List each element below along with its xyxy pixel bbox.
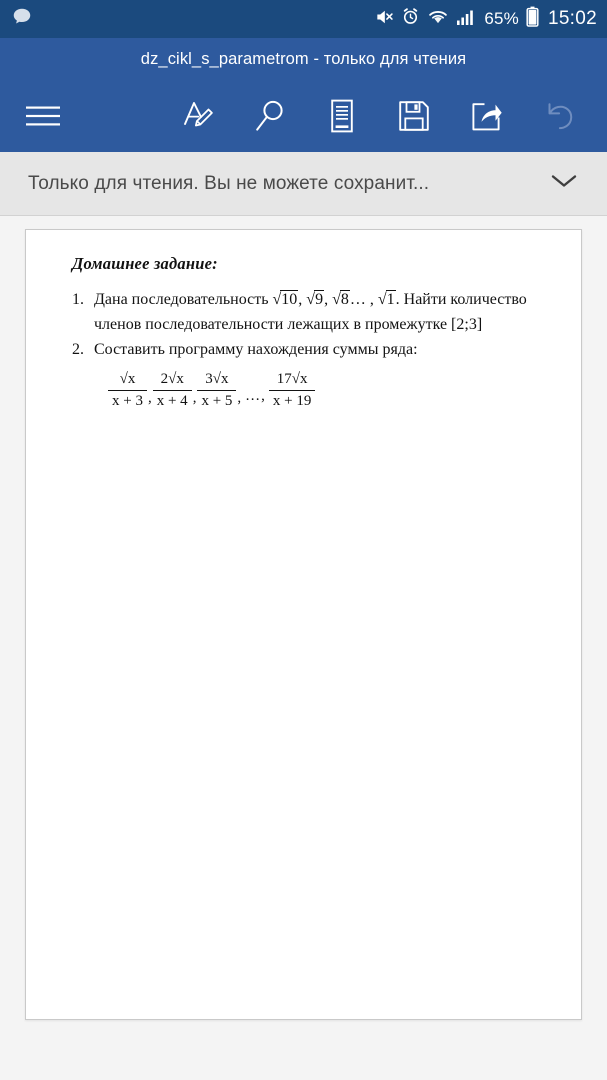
- task-1-line2: членов последовательности лежащих в промежутке [2;3]: [94, 315, 483, 333]
- sep-2: ,: [324, 291, 333, 308]
- outline-icon[interactable]: [319, 93, 365, 139]
- battery-icon: [526, 6, 539, 32]
- fraction-3-denominator: x + 5: [201, 392, 233, 409]
- alarm-icon: [401, 7, 420, 31]
- chevron-down-icon[interactable]: [549, 172, 579, 195]
- task-2-number: 2.: [72, 340, 84, 358]
- fraction-2-numerator: 2√x: [160, 371, 184, 388]
- radical-10: √10: [272, 291, 298, 308]
- toolbar-actions: [175, 93, 581, 139]
- fraction-last-numerator: 17√x: [276, 371, 308, 388]
- save-icon[interactable]: [391, 93, 437, 139]
- document-content: [26, 230, 581, 410]
- readonly-notice-bar[interactable]: [0, 152, 607, 216]
- fraction-term-1: [108, 371, 147, 410]
- search-icon[interactable]: [247, 93, 293, 139]
- fraction-last-denominator: x + 19: [272, 392, 312, 409]
- sep-3: … ,: [349, 291, 378, 308]
- message-icon: [11, 6, 33, 33]
- task-item-1: [72, 288, 561, 338]
- wifi-icon: [427, 7, 449, 31]
- fraction-term-2: [153, 371, 192, 410]
- status-bar: [0, 0, 607, 38]
- fraction-3-numerator: 3√x: [205, 371, 229, 388]
- fraction-term-last: [269, 371, 315, 410]
- fraction-3-radicand: x: [221, 371, 229, 388]
- document-scroll-area[interactable]: [0, 216, 607, 1080]
- fraction-1-radicand: x: [127, 371, 136, 388]
- status-bar-right: [374, 6, 597, 32]
- document-title: dz_cikl_s_parametrom - только для чтения: [140, 49, 467, 68]
- mute-icon: [374, 7, 394, 32]
- task-list: [48, 288, 561, 362]
- signal-icon: [456, 8, 476, 31]
- share-icon[interactable]: [463, 93, 509, 139]
- task-2-line1: Составить программу нахождения суммы ряда:: [94, 340, 418, 358]
- battery-percent-label: 65%: [484, 9, 519, 28]
- undo-icon[interactable]: [535, 93, 581, 139]
- document-page: [25, 229, 582, 1020]
- task-item-2: [72, 338, 561, 363]
- toolbar: [0, 80, 607, 152]
- radical-8: √8: [332, 291, 349, 308]
- menu-icon[interactable]: [20, 93, 66, 139]
- sep-1: ,: [298, 291, 307, 308]
- fraction-2-denominator: x + 4: [156, 392, 188, 409]
- clock-label: 15:02: [547, 8, 597, 29]
- radical-9: √9: [306, 291, 324, 308]
- fraction-2-radicand: x: [176, 371, 184, 388]
- readonly-notice-text: Только для чтения. Вы не можете сохранит...: [28, 172, 430, 194]
- fraction-sep-2: ,: [192, 389, 197, 406]
- task-1-tail: . Найти количество: [395, 291, 527, 308]
- fraction-last-radicand: x: [300, 371, 308, 388]
- formula-series: [108, 371, 561, 410]
- fraction-sep-3: ,: [237, 389, 242, 406]
- fraction-term-3: [197, 371, 236, 410]
- document-heading: Домашнее задание:: [72, 254, 218, 273]
- task-1-line1: Дана последовательность √10, √9, √8… , √1. Найти количество: [94, 291, 527, 308]
- annotate-icon[interactable]: [175, 93, 221, 139]
- fraction-1-numerator: √x: [119, 371, 136, 388]
- fraction-1-denominator: x + 3: [112, 392, 143, 409]
- title-bar: [0, 38, 607, 80]
- formula-ellipsis: …,: [245, 387, 266, 404]
- status-bar-left: [11, 6, 33, 33]
- radical-1: √1: [377, 291, 395, 308]
- task-1-number: 1.: [72, 291, 84, 308]
- fraction-sep-1: ,: [147, 389, 152, 406]
